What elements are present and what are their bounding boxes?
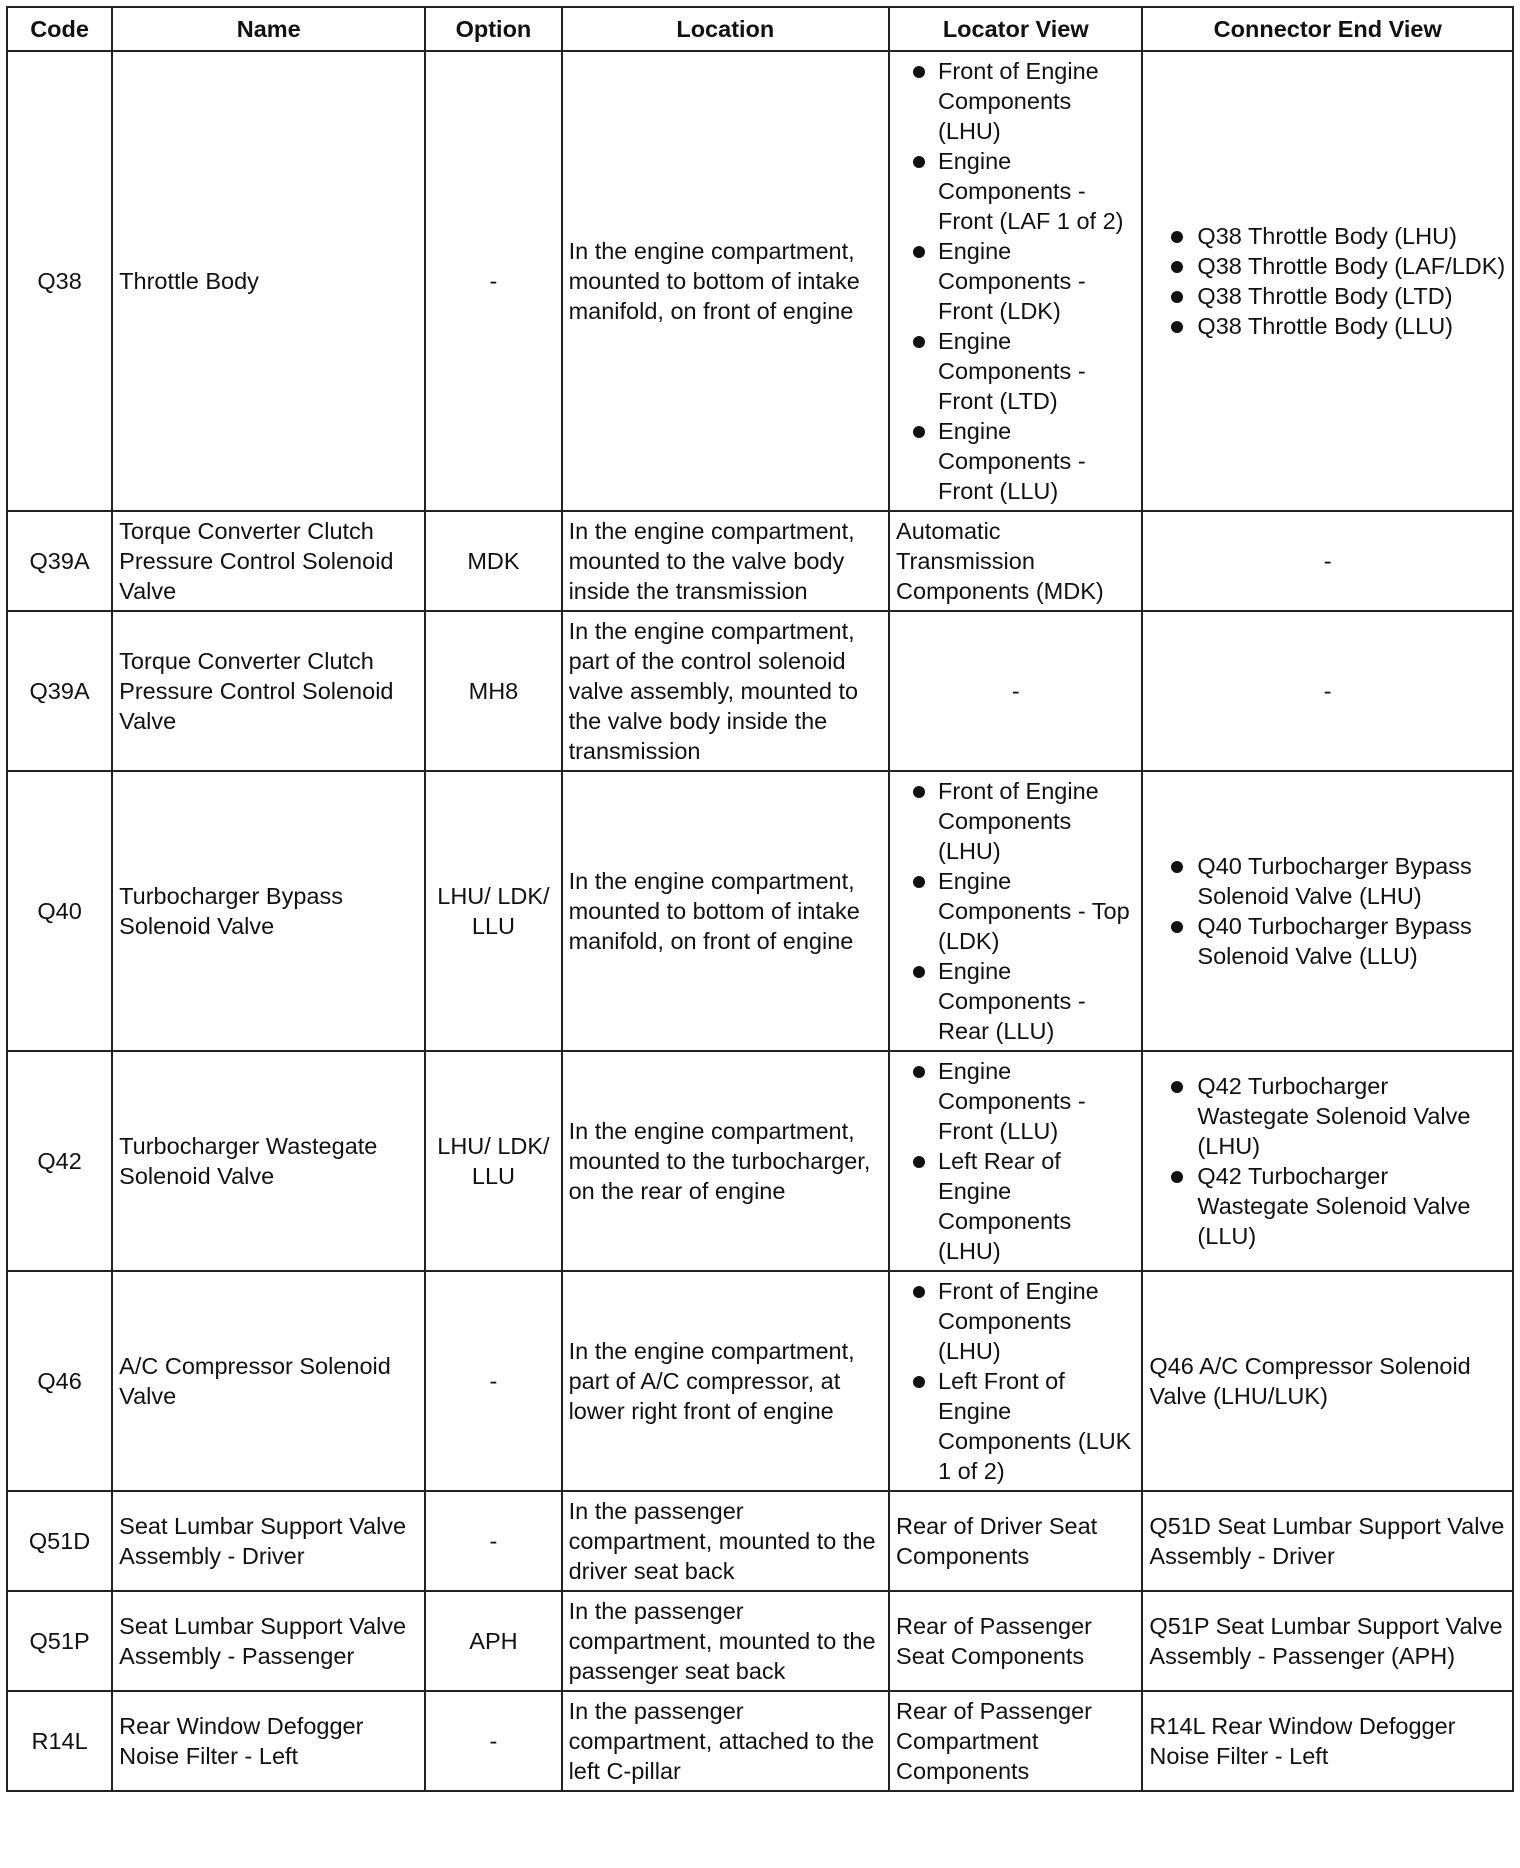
bullet-item: Front of Engine Components (LHU) xyxy=(896,56,1135,146)
connector-end-view-cell xyxy=(1142,771,1513,1051)
table-row xyxy=(7,1491,1513,1591)
locator-view-cell-list xyxy=(896,776,1135,1046)
table-row xyxy=(7,611,1513,771)
header-location: Location xyxy=(562,7,889,51)
bullet-item: Engine Components - Front (LAF 1 of 2) xyxy=(896,146,1135,236)
locator-view-cell: - xyxy=(889,611,1142,771)
bullet-item: Engine Components - Front (LTD) xyxy=(896,326,1135,416)
option-cell: - xyxy=(425,51,561,511)
location-cell: In the engine compartment, mounted to bottom of intake manifold, on front of engine xyxy=(562,51,889,511)
option-cell: MDK xyxy=(425,511,561,611)
header-row xyxy=(7,7,1513,51)
option-cell: LHU/ LDK/ LLU xyxy=(425,1051,561,1271)
bullet-item: Left Front of Engine Components (LUK 1 of 2) xyxy=(896,1366,1135,1486)
locator-view-cell: Rear of Driver Seat Components xyxy=(889,1491,1142,1591)
bullet-item: Engine Components - Front (LDK) xyxy=(896,236,1135,326)
name-cell: Torque Converter Clutch Pressure Control Solenoid Valve xyxy=(112,611,425,771)
locator-view-cell xyxy=(889,51,1142,511)
connector-end-view-cell xyxy=(1142,1051,1513,1271)
table-row xyxy=(7,51,1513,511)
name-cell: Turbocharger Wastegate Solenoid Valve xyxy=(112,1051,425,1271)
header-option: Option xyxy=(425,7,561,51)
table-row xyxy=(7,511,1513,611)
location-cell: In the engine compartment, mounted to bottom of intake manifold, on front of engine xyxy=(562,771,889,1051)
location-cell: In the passenger compartment, mounted to the passenger seat back xyxy=(562,1591,889,1691)
code-cell: R14L xyxy=(7,1691,112,1791)
name-cell: Seat Lumbar Support Valve Assembly - Driver xyxy=(112,1491,425,1591)
location-cell: In the passenger compartment, mounted to the driver seat back xyxy=(562,1491,889,1591)
locator-view-cell-list xyxy=(896,1056,1135,1266)
option-cell: - xyxy=(425,1491,561,1591)
table-row xyxy=(7,771,1513,1051)
option-cell: - xyxy=(425,1271,561,1491)
bullet-item: Q38 Throttle Body (LTD) xyxy=(1149,281,1506,311)
connector-end-view-cell: R14L Rear Window Defogger Noise Filter - Left xyxy=(1142,1691,1513,1791)
bullet-item: Q38 Throttle Body (LAF/LDK) xyxy=(1149,251,1506,281)
code-cell: Q46 xyxy=(7,1271,112,1491)
option-cell: LHU/ LDK/ LLU xyxy=(425,771,561,1051)
code-cell: Q38 xyxy=(7,51,112,511)
bullet-item: Front of Engine Components (LHU) xyxy=(896,1276,1135,1366)
connector-end-view-cell: - xyxy=(1142,511,1513,611)
location-cell: In the engine compartment, part of the control solenoid valve assembly, mounted to the valve body inside the transmission xyxy=(562,611,889,771)
connector-end-view-cell-list xyxy=(1149,851,1506,971)
connector-end-view-cell-list xyxy=(1149,1071,1506,1251)
header-connector-end-view: Connector End View xyxy=(1142,7,1513,51)
code-cell: Q40 xyxy=(7,771,112,1051)
locator-view-cell: Automatic Transmission Components (MDK) xyxy=(889,511,1142,611)
connector-end-view-cell: Q51D Seat Lumbar Support Valve Assembly - Driver xyxy=(1142,1491,1513,1591)
connector-end-view-cell: Q51P Seat Lumbar Support Valve Assembly - Passenger (APH) xyxy=(1142,1591,1513,1691)
bullet-item: Q42 Turbocharger Wastegate Solenoid Valve (LHU) xyxy=(1149,1071,1506,1161)
table-row xyxy=(7,1051,1513,1271)
locator-view-cell: Rear of Passenger Compartment Components xyxy=(889,1691,1142,1791)
locator-view-cell xyxy=(889,771,1142,1051)
name-cell: A/C Compressor Solenoid Valve xyxy=(112,1271,425,1491)
code-cell: Q51D xyxy=(7,1491,112,1591)
bullet-item: Front of Engine Components (LHU) xyxy=(896,776,1135,866)
bullet-item: Engine Components - Top (LDK) xyxy=(896,866,1135,956)
connector-end-view-cell-list xyxy=(1149,221,1506,341)
connector-end-view-cell: Q46 A/C Compressor Solenoid Valve (LHU/LUK) xyxy=(1142,1271,1513,1491)
location-cell: In the engine compartment, part of A/C compressor, at lower right front of engine xyxy=(562,1271,889,1491)
option-cell: MH8 xyxy=(425,611,561,771)
header-code: Code xyxy=(7,7,112,51)
bullet-item: Q38 Throttle Body (LLU) xyxy=(1149,311,1506,341)
table-row xyxy=(7,1591,1513,1691)
table-row xyxy=(7,1691,1513,1791)
table-row xyxy=(7,1271,1513,1491)
header-name: Name xyxy=(112,7,425,51)
code-cell: Q51P xyxy=(7,1591,112,1691)
option-cell: - xyxy=(425,1691,561,1791)
component-locator-table xyxy=(6,6,1514,1792)
locator-view-cell-list xyxy=(896,56,1135,506)
bullet-item: Engine Components - Front (LLU) xyxy=(896,416,1135,506)
name-cell: Throttle Body xyxy=(112,51,425,511)
option-cell: APH xyxy=(425,1591,561,1691)
location-cell: In the engine compartment, mounted to the turbocharger, on the rear of engine xyxy=(562,1051,889,1271)
header-locator-view: Locator View xyxy=(889,7,1142,51)
bullet-item: Q40 Turbocharger Bypass Solenoid Valve (LLU) xyxy=(1149,911,1506,971)
locator-view-cell xyxy=(889,1051,1142,1271)
code-cell: Q42 xyxy=(7,1051,112,1271)
bullet-item: Q40 Turbocharger Bypass Solenoid Valve (LHU) xyxy=(1149,851,1506,911)
location-cell: In the engine compartment, mounted to the valve body inside the transmission xyxy=(562,511,889,611)
location-cell: In the passenger compartment, attached to the left C-pillar xyxy=(562,1691,889,1791)
connector-end-view-cell xyxy=(1142,51,1513,511)
name-cell: Rear Window Defogger Noise Filter - Left xyxy=(112,1691,425,1791)
table-body xyxy=(7,51,1513,1791)
locator-view-cell: Rear of Passenger Seat Components xyxy=(889,1591,1142,1691)
bullet-item: Left Rear of Engine Components (LHU) xyxy=(896,1146,1135,1266)
bullet-item: Q42 Turbocharger Wastegate Solenoid Valve (LLU) xyxy=(1149,1161,1506,1251)
bullet-item: Q38 Throttle Body (LHU) xyxy=(1149,221,1506,251)
locator-view-cell xyxy=(889,1271,1142,1491)
locator-view-cell-list xyxy=(896,1276,1135,1486)
code-cell: Q39A xyxy=(7,611,112,771)
bullet-item: Engine Components - Rear (LLU) xyxy=(896,956,1135,1046)
bullet-item: Engine Components - Front (LLU) xyxy=(896,1056,1135,1146)
connector-end-view-cell: - xyxy=(1142,611,1513,771)
name-cell: Seat Lumbar Support Valve Assembly - Passenger xyxy=(112,1591,425,1691)
code-cell: Q39A xyxy=(7,511,112,611)
name-cell: Torque Converter Clutch Pressure Control Solenoid Valve xyxy=(112,511,425,611)
name-cell: Turbocharger Bypass Solenoid Valve xyxy=(112,771,425,1051)
